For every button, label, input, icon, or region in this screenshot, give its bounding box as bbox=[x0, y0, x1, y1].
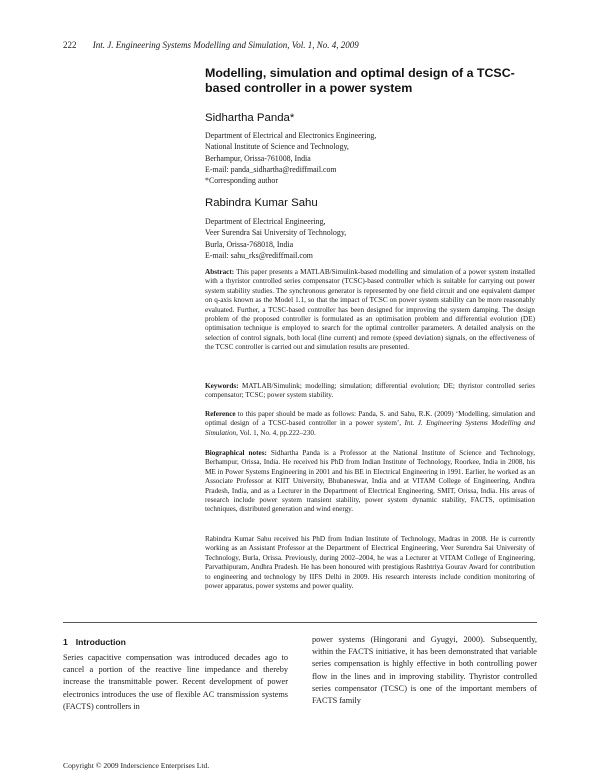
keywords-text: MATLAB/Simulink; modelling; simulation; differential evolution; DE; thyristor controlled series compensator; TCSC; power system stability. bbox=[205, 382, 536, 400]
author-affiliation-1 bbox=[205, 130, 535, 186]
bio-label: Biographical notes: bbox=[205, 449, 267, 457]
bio-paragraph-2: Rabindra Kumar Sahu received his PhD from Indian Institute of Technology, Madras in 2008. He is currently working as an Assistant Professor at the Department of Electrical Engineering, Veer Surendra Sai University of Technology, Burla, Orissa. Previously, during 2002–2004, he was a Lecturer at VITAM College of Engineering, Parvathipuram, Andhra Pradesh. He has been honoured with prestigious Rashtriya Gourav Award for contribution to engineering and technology by IIFS Delhi in 2009. His research interests include condition monitoring of power apparatus, power systems and power quality. bbox=[205, 535, 535, 591]
author-name-1: Sidhartha Panda* bbox=[205, 112, 295, 124]
affiliation-line: Department of Electrical and Electronics Engineering, bbox=[205, 131, 377, 140]
keywords bbox=[205, 382, 535, 401]
section-number: 1 bbox=[63, 637, 68, 647]
reference-label: Reference bbox=[205, 410, 236, 418]
affiliation-line: Berhampur, Orissa-761008, India bbox=[205, 153, 311, 163]
email-line: E-mail: panda_sidhartha@rediffmail.com bbox=[205, 164, 337, 174]
abstract bbox=[205, 268, 535, 353]
affiliation-line: Department of Electrical Engineering, bbox=[205, 217, 326, 226]
divider bbox=[63, 622, 537, 623]
abstract-label: Abstract: bbox=[205, 268, 235, 276]
email-line: E-mail: sahu_rks@rediffmail.com bbox=[205, 250, 313, 260]
copyright-footer: Copyright © 2009 Inderscience Enterprises Ltd. bbox=[63, 761, 210, 770]
reference-text: to this paper should be made as follows: Panda, S. and Sahu, R.K. (2009) ‘Modelling, simulation and optimal design of a TCSC-based controller in a power system’, bbox=[205, 410, 536, 428]
bio-text-1: Sidhartha Panda is a Professor at the National Institute of Science and Technology, Berhampur, Orissa, India. He received his PhD from Indian Institute of Technology, Roorkee, India in 2008, his ME in Power Systems Engineering in 2001 and his BE in Electrical Engineering in 1991. Earlier, he worked as an Associate Professor at KIIT University, Bhubaneswar, India and at VITAM College of Engineering, Andhra Pradesh, India, and as a Lecturer in the Department of Electrical Engineering, SMIT, Orissa, India. His areas of research include power system transient stability, power system dynamic stability, FACTS, optimisation techniques, distributed generation and wind energy. bbox=[205, 449, 536, 514]
journal-citation: Int. J. Engineering Systems Modelling and Simulation, Vol. 1, No. 4, 2009 bbox=[92, 40, 359, 50]
section-heading bbox=[63, 637, 126, 647]
reference-journal: Int. J. Engineering Systems Modelling and Simulation bbox=[205, 419, 535, 437]
abstract-text: This paper presents a MATLAB/Simulink-based modelling and simulation of a power system installed with a thyristor controlled series compensator (TCSC)-based controller which is suitable for carrying out power system stability studies. The synchronous generator is represented by one field circuit and one equivalent damper on q-axis known as the Model 1.1, so that the impact of TCSC on power system stability can be more reasonably evaluated. Further, a TCSC-based controller has been designed for improving the system damping. The design problem of the proposed controller is formulated as an optimisation problem and differential evolution (DE) optimisation technique is employed to search for the optimal controller parameters. A detailed analysis on the selection of control signals, both local (line current) and remote (speed deviation) signals, on the effectiveness of the TCSC controller is carried out and simulation results are presented. bbox=[205, 268, 535, 352]
affiliation-line: Veer Surendra Sai University of Technology, bbox=[205, 228, 347, 238]
affiliation-line: Burla, Orissa-768018, India bbox=[205, 239, 294, 249]
author-affiliation-2 bbox=[205, 216, 535, 261]
keywords-label: Keywords: bbox=[205, 382, 239, 390]
reference-note bbox=[205, 410, 535, 438]
page-number: 222 bbox=[63, 40, 77, 50]
author-name-2: Rabindra Kumar Sahu bbox=[205, 197, 318, 209]
paper-title: Modelling, simulation and optimal design of a TCSC-based controller in a power system bbox=[205, 66, 515, 95]
affiliation-line: National Institute of Science and Technology, bbox=[205, 142, 349, 152]
section-title: Introduction bbox=[75, 637, 126, 647]
corresponding-note: *Corresponding author bbox=[205, 176, 278, 186]
reference-tail: , Vol. 1, No. 4, pp.222–230. bbox=[236, 428, 316, 437]
running-header bbox=[63, 40, 359, 50]
biographical-notes bbox=[205, 449, 535, 515]
intro-column-left: Series capacitive compensation was introduced decades ago to cancel a portion of the reactive line impedance and thereby increase the transmittable power. Recent development of power electronics introduces the use of flexible AC transmission systems (FACTS) controllers in bbox=[63, 653, 288, 711]
intro-column-right: power systems (Hingorani and Gyugyi, 2000). Subsequently, within the FACTS initiative, it has been demonstrated that variable series compensation is highly effective in both controlling power flow in the lines and in improving stability. Thyristor controlled series compensator (TCSC) is one of the important members of FACTS family bbox=[312, 635, 537, 706]
